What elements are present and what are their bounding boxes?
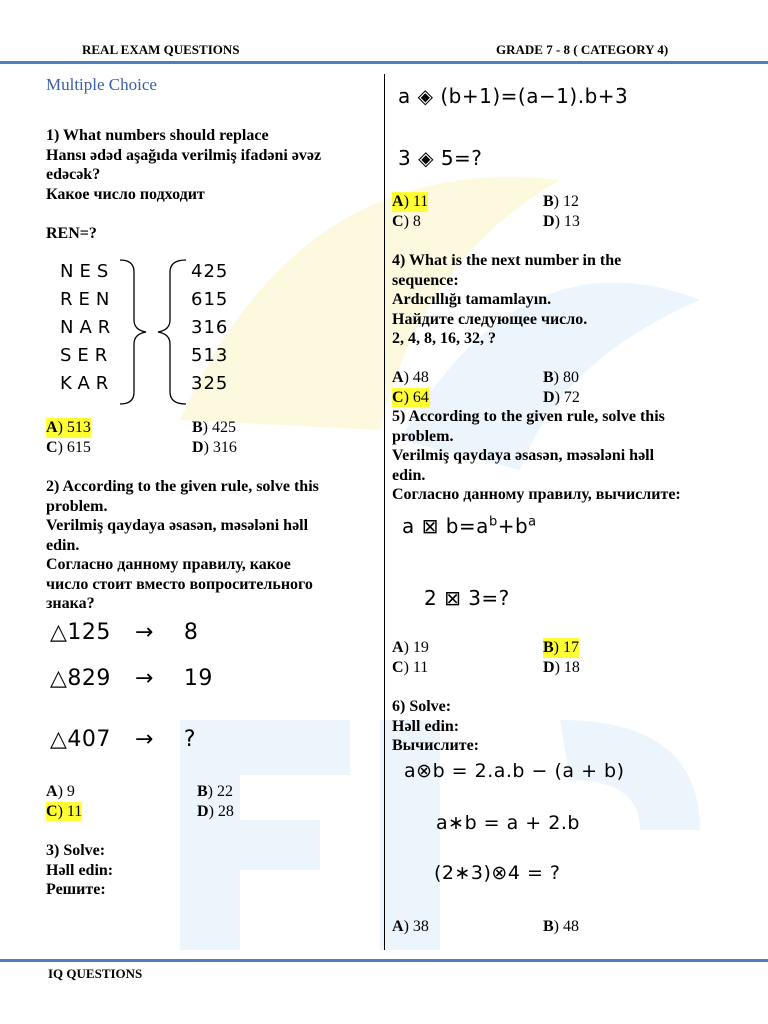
q6-expr-1: a⊗b = 2.a.b − (a + b) <box>404 760 625 782</box>
footer-text: IQ QUESTIONS <box>48 966 143 981</box>
q1-word: KAR <box>60 373 115 394</box>
left-column <box>46 75 376 95</box>
q5-line-5: Согласно данному правилу, вычислите: <box>392 486 681 503</box>
q2-line-7: знака? <box>46 595 95 612</box>
q1-prompt: REN=? <box>46 224 97 242</box>
header-right: GRADE 7 - 8 ( CATEGORY 4) <box>496 42 669 57</box>
q2-options <box>46 782 376 821</box>
q5-line-3: Verilmiş qaydaya əsasən, məsələni həll <box>392 447 655 464</box>
q1-number: 513 <box>191 345 229 366</box>
q6-line-3: Вычислите: <box>392 737 479 754</box>
q3-option-c[interactable]: C) 8 <box>392 212 421 230</box>
q3-line-2: Həll edin: <box>46 861 114 879</box>
question-6 <box>392 697 752 756</box>
q3-options <box>392 192 752 231</box>
q2-expr-2: △829 → 19 <box>50 666 213 691</box>
q1-option-a[interactable]: A) 513 <box>46 419 91 436</box>
q2-line-5: Согласно данному правилу, какое <box>46 556 291 573</box>
q5-line-1: 5) According to the given rule, solve this <box>392 408 665 425</box>
header-rule <box>0 61 768 64</box>
q4-options <box>392 368 752 407</box>
q4-line-3: Ardıcıllığı tamamlayın. <box>392 291 552 308</box>
q2-option-b[interactable]: B) 22 <box>197 783 233 800</box>
q3-line-1: 3) Solve: <box>46 842 106 859</box>
brace-icon <box>118 258 188 408</box>
q2-line-2: problem. <box>46 497 108 515</box>
q3-option-a[interactable]: A) 11 <box>392 193 429 210</box>
q2-line-3: Verilmiş qaydaya əsasən, məsələni həll <box>46 517 309 534</box>
q4-line-4: Найдите следующее число. <box>392 310 588 328</box>
q5-ask: 2 ⊠ 3=? <box>424 586 510 610</box>
q1-option-c[interactable]: C) 615 <box>46 438 91 456</box>
q5-options <box>392 638 752 677</box>
question-4 <box>392 251 752 349</box>
q4-line-5: 2, 4, 8, 16, 32, ? <box>392 330 496 347</box>
q6-expr-2: a∗b = a + 2.b <box>436 812 580 834</box>
q1-word: REN <box>60 289 116 310</box>
q3-rule: a ◈ (b+1)=(a−1).b+3 <box>398 84 629 108</box>
q6-expr-3: (2∗3)⊗4 = ? <box>434 862 561 884</box>
q1-option-d[interactable]: D) 316 <box>192 438 237 456</box>
q5-option-d[interactable]: D) 18 <box>543 658 580 676</box>
q4-option-a[interactable]: A) 48 <box>392 369 429 386</box>
footer-rule <box>0 959 768 962</box>
q1-word: SER <box>60 345 114 366</box>
question-2 <box>46 477 376 614</box>
q5-line-2: problem. <box>392 427 454 445</box>
column-divider <box>384 74 385 950</box>
q2-expr-1: △125 → 8 <box>50 620 199 645</box>
q1-line-1: 1) What numbers should replace <box>46 127 269 144</box>
q1-word: NAR <box>60 317 117 338</box>
q4-option-d[interactable]: D) 72 <box>543 388 580 406</box>
q2-option-c[interactable]: C) 11 <box>46 802 83 820</box>
q1-number: 425 <box>191 261 229 282</box>
q2-option-d[interactable]: D) 28 <box>197 802 234 820</box>
header-left: REAL EXAM QUESTIONS <box>82 42 240 57</box>
q1-word: NES <box>60 261 115 282</box>
q2-option-a[interactable]: A) 9 <box>46 783 75 800</box>
q6-line-2: Həll edin: <box>392 717 460 735</box>
q3-ask: 3 ◈ 5=? <box>398 146 483 170</box>
q6-option-b[interactable]: B) 48 <box>543 918 579 935</box>
q1-number: 615 <box>191 289 229 310</box>
q1-line-3: edəcək? <box>46 166 101 183</box>
q1-options <box>46 418 376 457</box>
q5-option-b[interactable]: B) 17 <box>543 639 579 656</box>
section-title: Multiple Choice <box>46 75 157 94</box>
q4-line-2: sequence: <box>392 271 459 289</box>
q3-line-3: Решите: <box>46 881 106 898</box>
question-1 <box>46 126 376 243</box>
q1-figure <box>60 258 240 408</box>
q3-option-b[interactable]: B) 12 <box>543 193 579 210</box>
q6-option-a[interactable]: A) 38 <box>392 918 429 935</box>
q2-line-4: edin. <box>46 536 80 554</box>
q3-option-d[interactable]: D) 13 <box>543 212 580 230</box>
q2-line-1: 2) According to the given rule, solve this <box>46 478 319 495</box>
q4-option-b[interactable]: B) 80 <box>543 369 579 386</box>
q6-options <box>392 917 752 937</box>
q4-option-c[interactable]: C) 64 <box>392 388 429 406</box>
q5-rule: a ⊠ $b=a^b+b^a$ <box>402 514 537 538</box>
question-5 <box>392 407 762 505</box>
q1-number: 325 <box>191 373 229 394</box>
q4-line-1: 4) What is the next number in the <box>392 252 622 269</box>
question-3 <box>46 841 376 900</box>
q1-line-2: Hansı ədəd aşağıda verilmiş ifadəni əvəz <box>46 146 322 164</box>
q5-option-a[interactable]: A) 19 <box>392 639 429 656</box>
q6-line-1: 6) Solve: <box>392 698 452 715</box>
q5-option-c[interactable]: C) 11 <box>392 658 429 676</box>
q2-line-6: число стоит вместо вопросительного <box>46 575 313 593</box>
q1-number: 316 <box>191 317 229 338</box>
q1-option-b[interactable]: B) 425 <box>192 419 236 436</box>
q5-line-4: edin. <box>392 466 426 484</box>
q2-expr-3: △407 → ? <box>50 727 197 752</box>
q1-line-4: Какое число подходит <box>46 185 205 203</box>
